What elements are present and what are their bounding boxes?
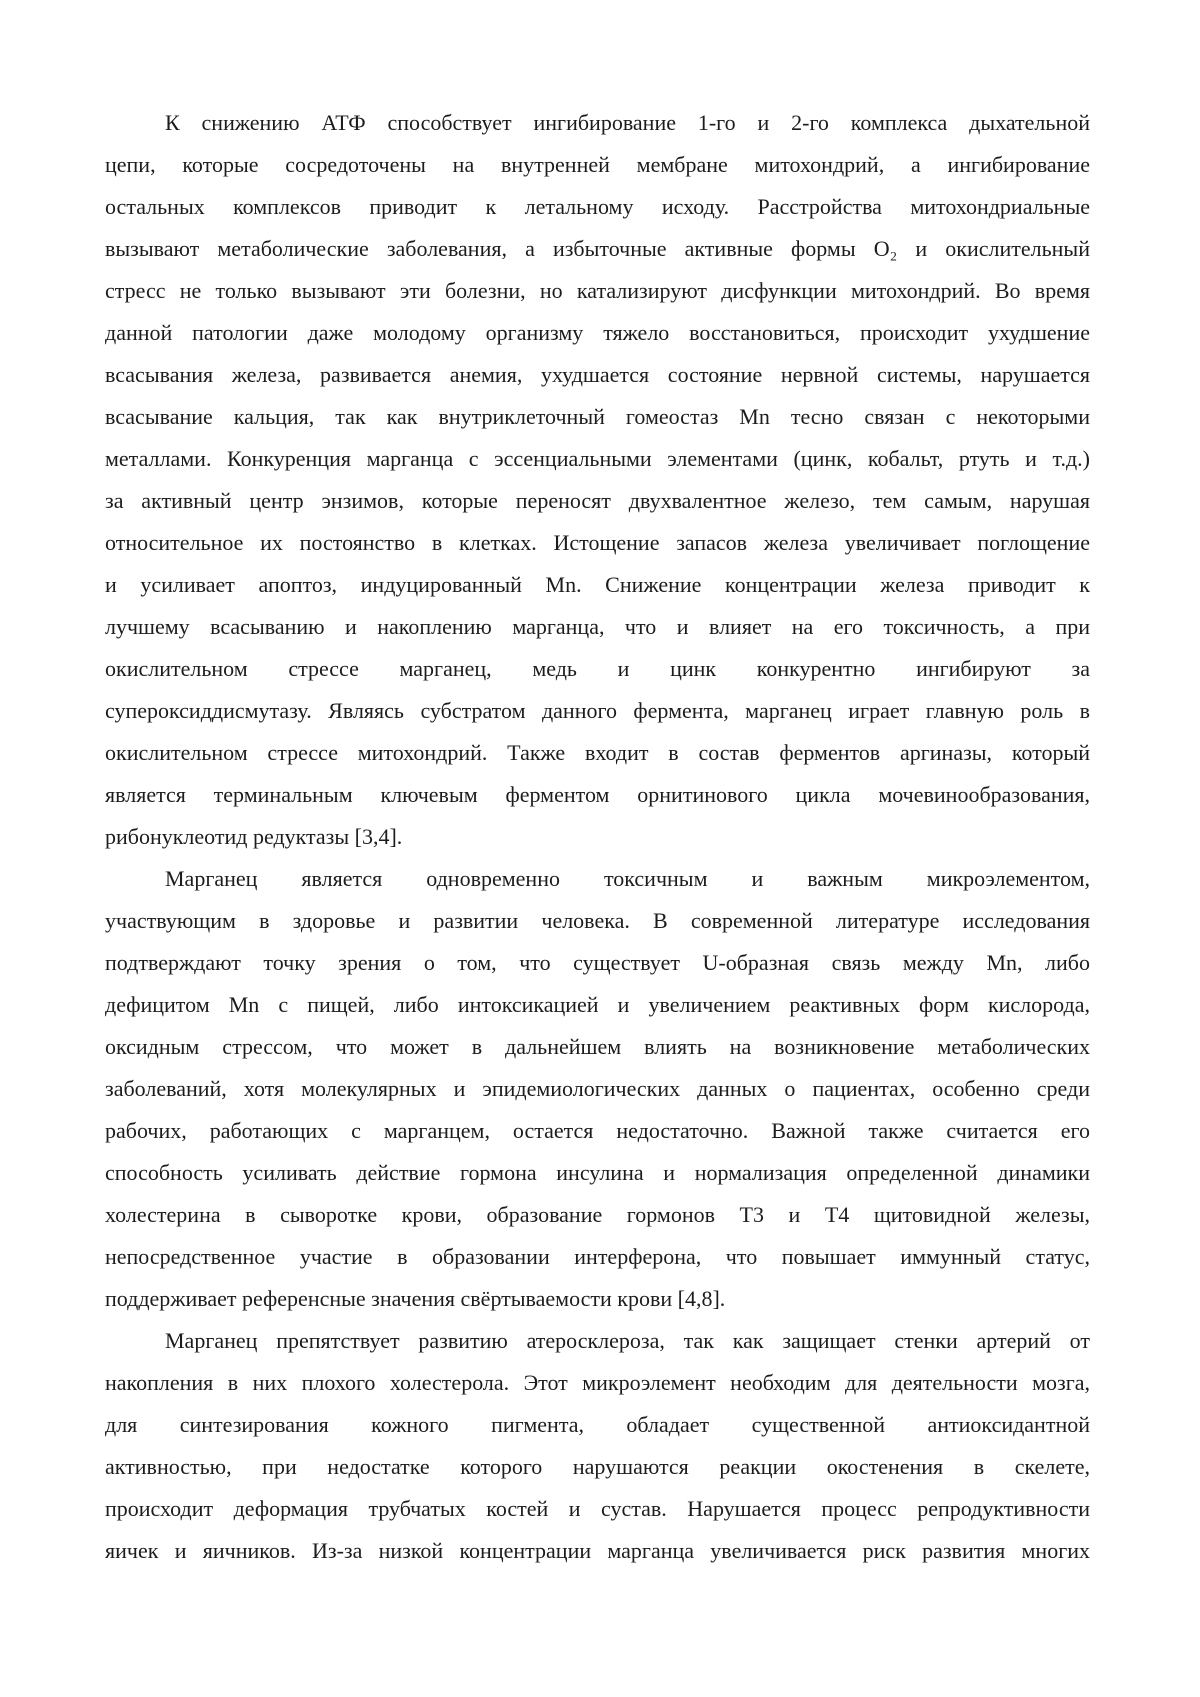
- text-line: рабочих, работающих с марганцем, остается недостаточно. Важной также считается его: [105, 1118, 1090, 1143]
- text-line: способность усиливать действие гормона инсулина и нормализация определенной динамики: [105, 1160, 1090, 1185]
- text-line: холестерина в сыворотке крови, образование гормонов Т3 и Т4 щитовидной железы,: [105, 1202, 1090, 1227]
- text-line: металлами. Конкуренция марганца с эссенциальными элементами (цинк, кобальт, ртуть и т.д.): [105, 446, 1090, 471]
- text-line: подтверждают точку зрения о том, что существует U-образная связь между Mn, либо: [105, 950, 1090, 975]
- text-line: за активный центр энзимов, которые переносят двухвалентное железо, тем самым, нарушая: [105, 488, 1090, 513]
- text-line: вызывают метаболические заболевания, а избыточные активные формы О₂ и окислительный: [105, 236, 1090, 261]
- text-line: всасывание кальция, так как внутриклеточный гомеостаз Mn тесно связан с некоторыми: [105, 404, 1090, 429]
- paragraph-1: [105, 102, 1090, 858]
- text-line: Марганец является одновременно токсичным и важным микроэлементом,: [165, 866, 1090, 891]
- text-line: оксидным стрессом, что может в дальнейшем влиять на возникновение метаболических: [105, 1034, 1090, 1059]
- text-line: активностью, при недостатке которого нарушаются реакции окостенения в скелете,: [105, 1454, 1090, 1479]
- paragraph-2: [105, 858, 1090, 1320]
- text-line: заболеваний, хотя молекулярных и эпидемиологических данных о пациентах, особенно среди: [105, 1076, 1090, 1101]
- paragraph-3: [105, 1320, 1090, 1572]
- text-line: всасывания железа, развивается анемия, ухудшается состояние нервной системы, нарушается: [105, 362, 1090, 387]
- text-line: является терминальным ключевым ферментом орнитинового цикла мочевинообразования,: [105, 782, 1090, 807]
- text-line: для синтезирования кожного пигмента, обладает существенной антиоксидантной: [105, 1412, 1090, 1437]
- text-line: яичек и яичников. Из-за низкой концентрации марганца увеличивается риск развития многих: [105, 1538, 1090, 1563]
- text-line: остальных комплексов приводит к летальному исходу. Расстройства митохондриальные: [105, 194, 1090, 219]
- text-line: стресс не только вызывают эти болезни, но катализируют дисфункции митохондрий. Во время: [105, 278, 1090, 303]
- text-line: участвующим в здоровье и развитии человека. В современной литературе исследования: [105, 908, 1090, 933]
- text-line: лучшему всасыванию и накоплению марганца, что и влияет на его токсичность, а при: [105, 614, 1090, 639]
- text-line: рибонуклеотид редуктазы [3,4].: [105, 824, 403, 849]
- text-line: поддерживает референсные значения свёртываемости крови [4,8].: [105, 1286, 726, 1311]
- text-line: непосредственное участие в образовании интерферона, что повышает иммунный статус,: [105, 1244, 1090, 1269]
- text-line: относительное их постоянство в клетках. Истощение запасов железа увеличивает поглощение: [105, 530, 1090, 555]
- text-line: супероксиддисмутазу. Являясь субстратом данного фермента, марганец играет главную роль в: [105, 698, 1090, 723]
- text-line: окислительном стрессе марганец, медь и цинк конкурентно ингибируют за: [105, 656, 1090, 681]
- text-line: и усиливает апоптоз, индуцированный Mn. Снижение концентрации железа приводит к: [105, 572, 1090, 597]
- text-line: данной патологии даже молодому организму тяжело восстановиться, происходит ухудшение: [105, 320, 1090, 345]
- text-line: К снижению АТФ способствует ингибирование 1-го и 2-го комплекса дыхательной: [165, 110, 1090, 135]
- text-line: цепи, которые сосредоточены на внутренней мембране митохондрий, а ингибирование: [105, 152, 1090, 177]
- text-line: окислительном стрессе митохондрий. Также входит в состав ферментов аргиназы, который: [105, 740, 1090, 765]
- text-line: накопления в них плохого холестерола. Этот микроэлемент необходим для деятельности мозга,: [105, 1370, 1090, 1395]
- text-line: дефицитом Mn с пищей, либо интоксикацией и увеличением реактивных форм кислорода,: [105, 992, 1090, 1017]
- text-line: Марганец препятствует развитию атеросклероза, так как защищает стенки артерий от: [165, 1328, 1090, 1353]
- text-line: происходит деформация трубчатых костей и сустав. Нарушается процесс репродуктивности: [105, 1496, 1090, 1521]
- body-text: [105, 102, 1090, 1572]
